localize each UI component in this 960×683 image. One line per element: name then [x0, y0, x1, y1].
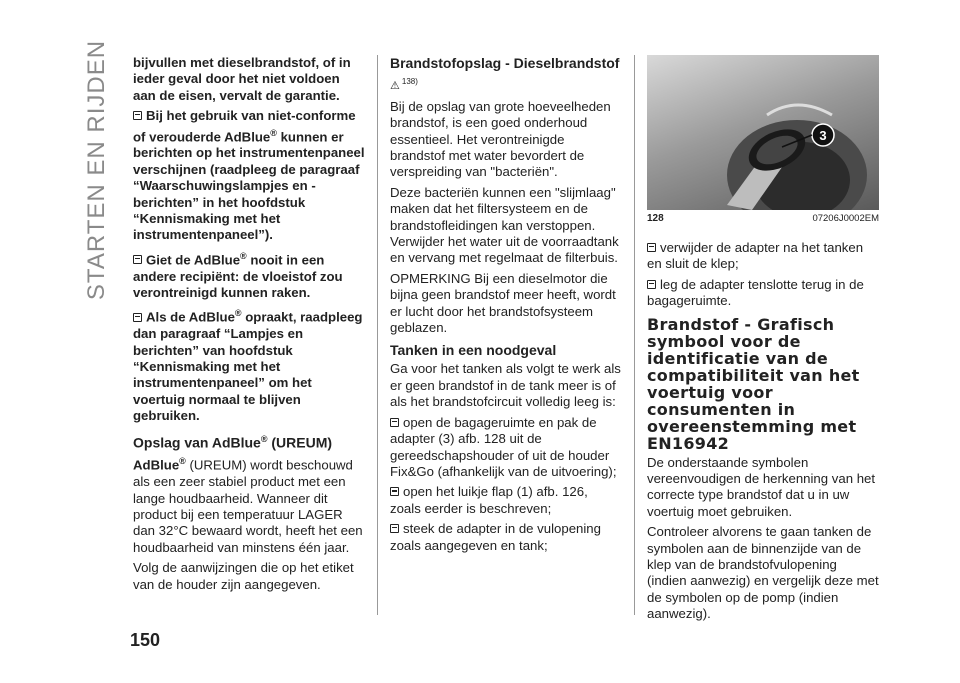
paragraph: bijvullen met dieselbrandstof, of in ieder geval door het niet voldoen aan de eisen, vervalt de garantie. [133, 55, 351, 103]
column-left [133, 55, 365, 597]
bullet-icon [390, 487, 399, 496]
paragraph: Deze bacteriën kunnen een "slijmlaag" maken dat het filtersysteem en de brandstofleidingen kan verstoppen. Verwijder het water uit de voorraadtank en vervang met regelmaat de filterbuis. [390, 184, 619, 266]
bullet-item: leg de adapter tenslotte terug in de bagageruimte. [647, 276, 864, 309]
bullet-item: Giet de AdBlue® nooit in een andere recipiënt: de vloeistof zou verontreinigd kunnen raken. [133, 250, 343, 301]
paragraph: Ga voor het tanken als volgt te werk als er geen brandstof in de tank meer is of als het brandstofcircuit volledig leeg is: [390, 361, 621, 410]
figure-caption [647, 213, 879, 224]
bullet-icon [647, 243, 656, 252]
paragraph: De onderstaande symbolen vereenvoudigen de herkenning van het correcte type brandstof dat u in uw voertuig moet gebruiken. [647, 454, 876, 519]
paragraph: AdBlue® (UREUM) wordt beschouwd als een zeer stabiel product met een lange houdbaarheid. Wanneer dit product bij een temperatuur LAGER dan 32°C bewaard wordt, heeft het een houdbaarheid van minstens één jaar. [133, 456, 363, 555]
bullet-item: open het luikje flap (1) afb. 126, zoals eerder is beschreven; [390, 484, 588, 516]
column-divider [634, 55, 635, 615]
bullet-icon [133, 313, 142, 322]
warning-ref: ⚠ $^{138)}$ [390, 77, 418, 93]
bullet-icon [390, 524, 399, 533]
section-heading: Brandstofopslag - Dieselbrandstof [390, 55, 620, 71]
figure-number: 128 [647, 213, 664, 224]
bullet-item: verwijder de adapter na het tanken en sluit de klep; [647, 240, 864, 272]
bullet-icon [133, 111, 142, 120]
warning-icon: ⚠ [390, 80, 400, 93]
bullet-icon [133, 255, 142, 264]
bullet-item: steek de adapter in de vulopening zoals aangegeven en tank; [390, 521, 601, 553]
chapter-side-title: STARTEN EN RIJDEN [83, 39, 111, 301]
paragraph: Volg de aanwijzingen die op het etiket van de houder zijn aangegeven. [133, 560, 354, 592]
bullet-item: Als de AdBlue® opraakt, raadpleeg dan paragraaf “Lampjes en berichten” van hoofdstuk “Kennismaking met het instrumentenpaneel” om het voertuig normaal te blijven gebruiken. [133, 308, 363, 424]
column-divider [377, 55, 378, 615]
figure-fuel-adapter-photo [647, 55, 879, 210]
section-heading: Opslag van AdBlue® (UREUM) [133, 433, 333, 451]
paragraph: Bij de opslag van grote hoeveelheden brandstof, is een goed onderhoud essentieel. Het verontreinigde brandstof met water bevordert de verspreiding van "bacteriën". [390, 98, 611, 180]
section-heading: Tanken in een noodgeval [390, 342, 557, 359]
callout-label: 3 [819, 128, 827, 143]
paragraph: Controleer alvorens te gaan tanken de symbolen aan de binnenzijde van de klep van de brandstofvulopening (indien aanwezig) en vergelijk deze met de symbolen op de pomp (indien aanwezig). [647, 524, 879, 622]
page-number: 150 [130, 630, 161, 650]
bullet-icon [390, 418, 399, 427]
column-right [647, 240, 879, 627]
figure-code: 07206J0002EM [812, 213, 879, 224]
adapter-illustration [647, 55, 879, 210]
bullet-icon [647, 280, 656, 289]
bullet-item: open de bagageruimte en pak de adapter (3) afb. 128 uit de gereedschapshouder of uit de houder Fix&Go (afhankelijk van de uitvoering); [390, 414, 617, 479]
column-middle [390, 55, 622, 558]
bullet-item: Bij het gebruik van niet-conforme of verouderde AdBlue® kunnen er berichten op het instrumentenpaneel verschijnen (raadpleeg de paragraaf “Waarschuwingslampjes en -berichten” in het hoofdstuk “Kennismaking met het instrumentenpaneel”). [133, 108, 365, 243]
note: OPMERKING Bij een dieselmotor die bijna geen brandstof meer heeft, wordt er lucht door het brandstofsysteem geblazen. [390, 270, 616, 336]
section-heading: Brandstof - Grafisch symbool voor de identificatie van de compatibiliteit van het voertuig voor consumenten in overeenstemming met EN16942 [647, 314, 860, 453]
